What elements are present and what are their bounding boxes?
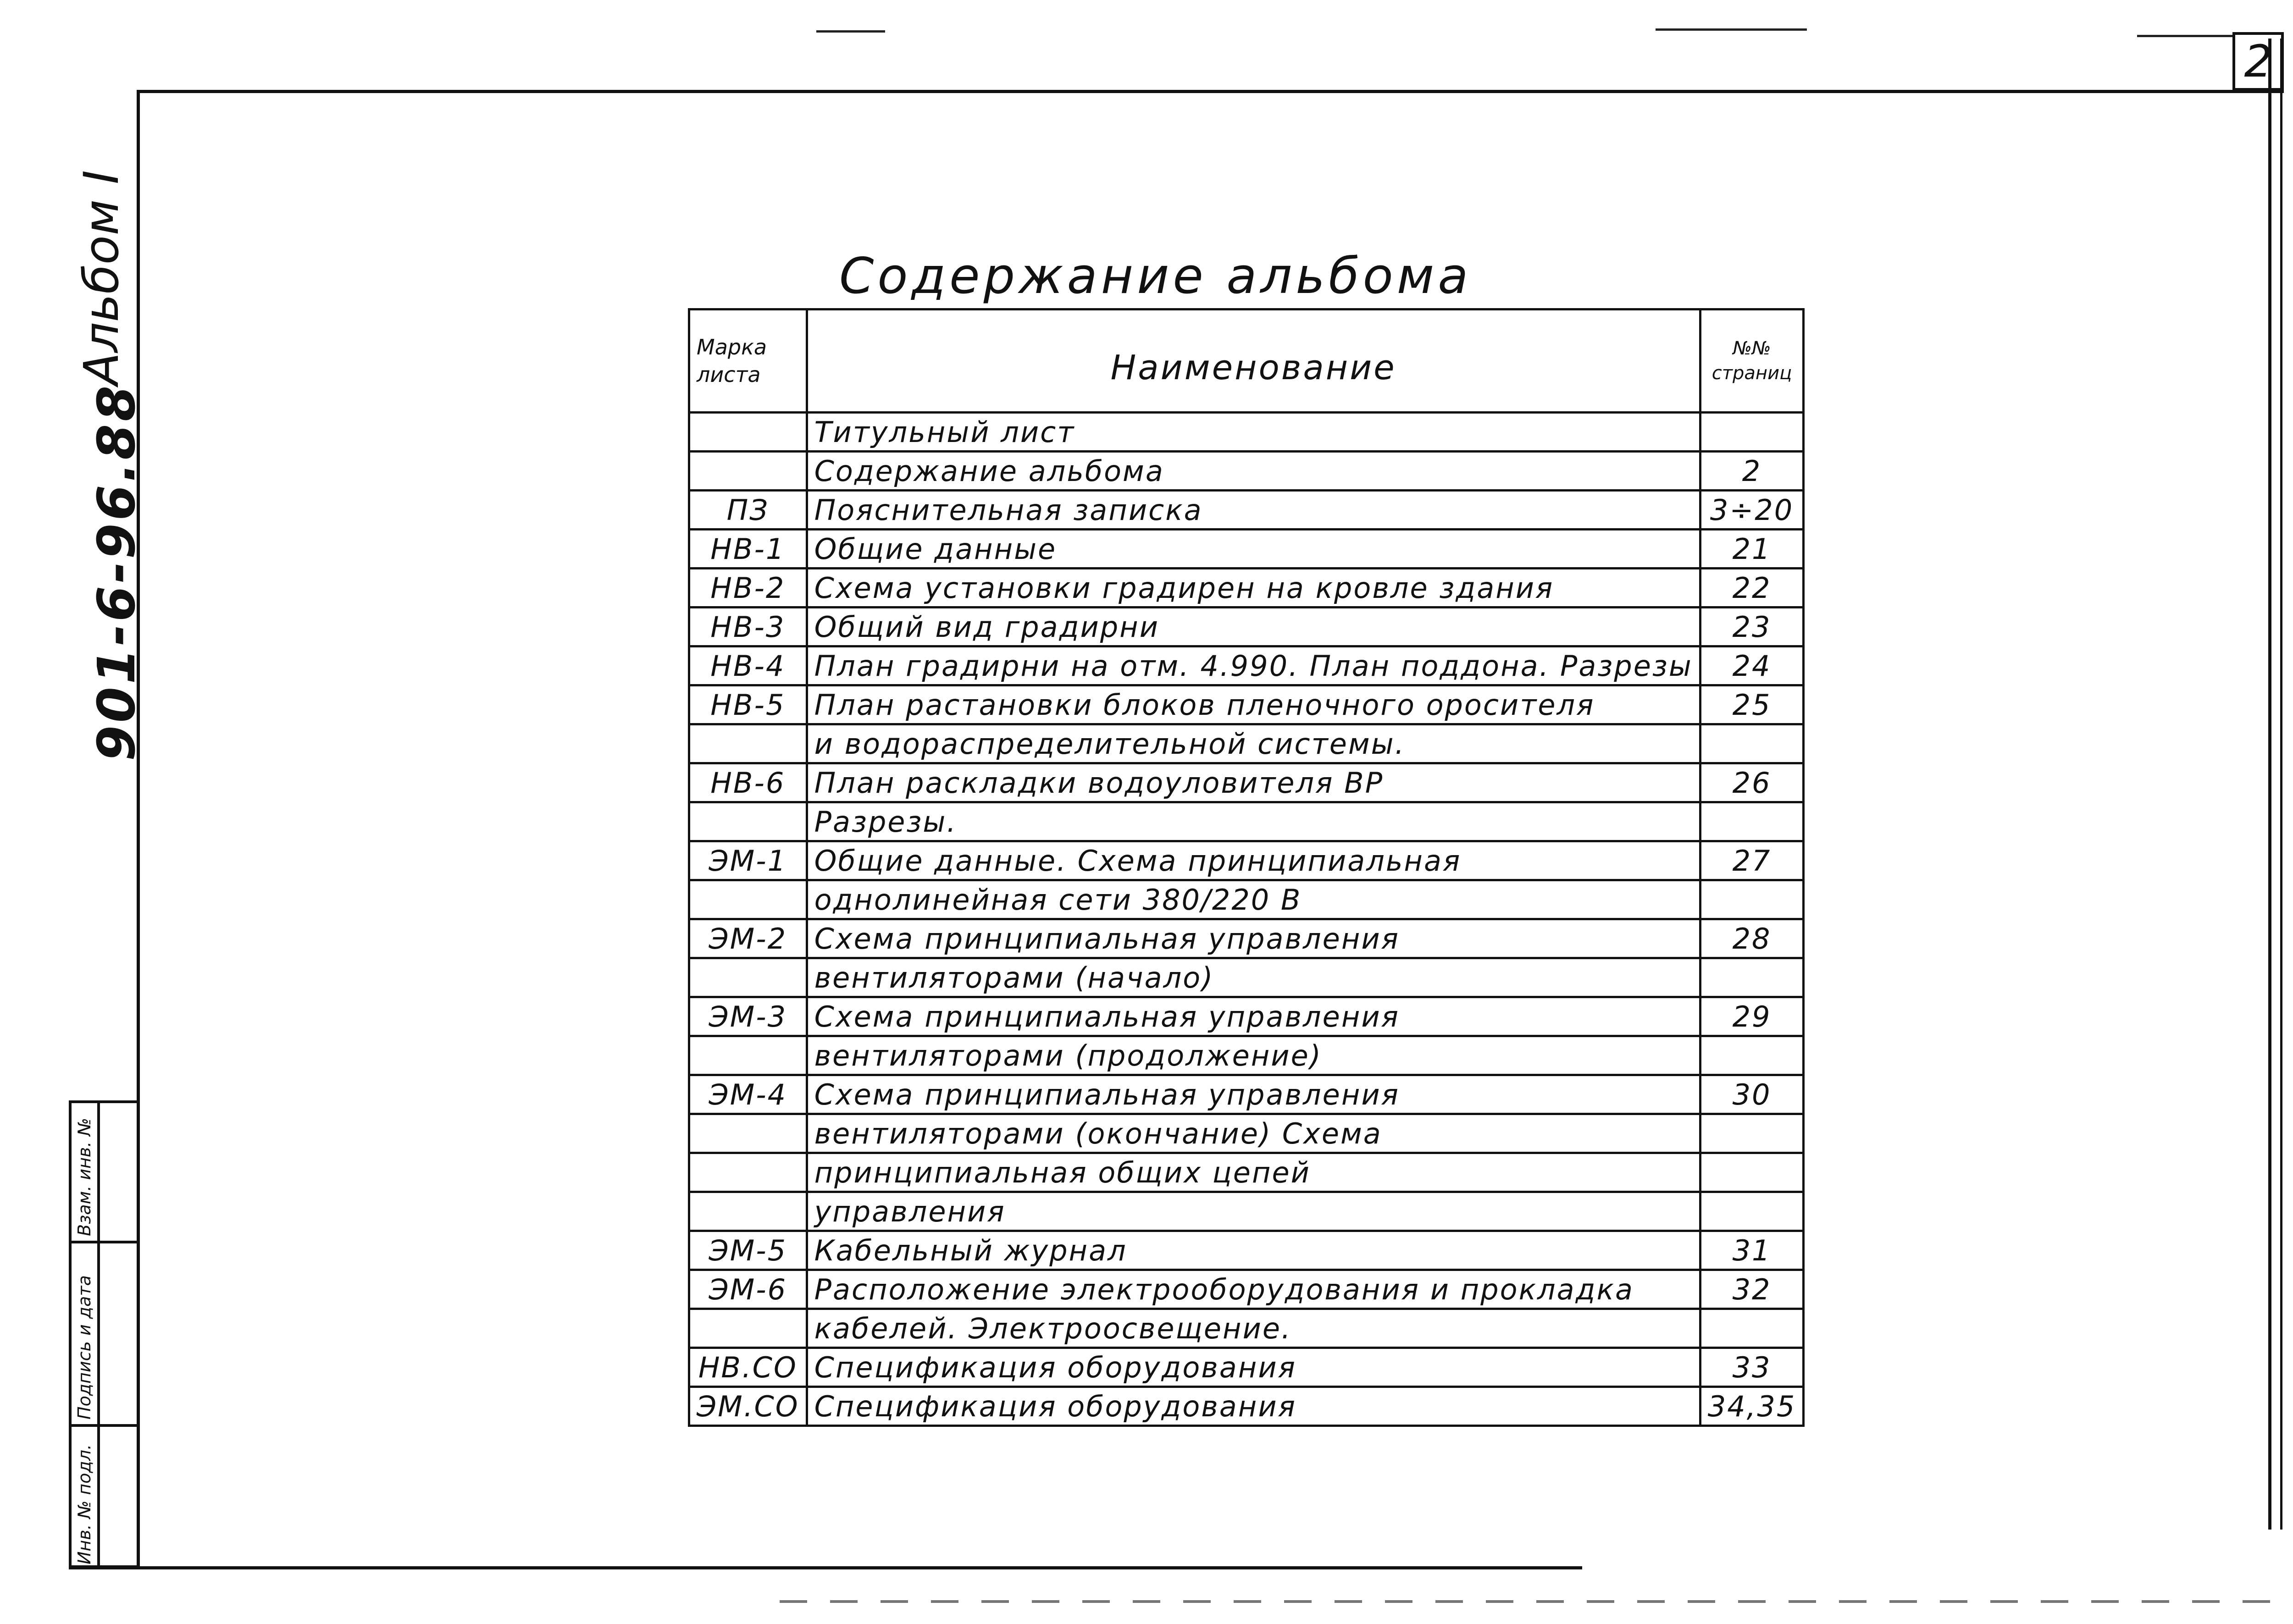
cell-name: Спецификация оборудования bbox=[807, 1387, 1700, 1426]
table-row bbox=[689, 646, 1804, 685]
cell-mark: ЭМ-2 bbox=[689, 919, 807, 958]
table-row bbox=[689, 1192, 1804, 1231]
cell-mark: ЭМ-4 bbox=[689, 1075, 807, 1114]
stamp-field-exchange: Взам. инв. № bbox=[74, 1117, 94, 1236]
album-label: Альбом I bbox=[73, 170, 129, 385]
table-header-row bbox=[689, 309, 1804, 413]
cell-page: 32 bbox=[1700, 1270, 1804, 1309]
table-row bbox=[689, 685, 1804, 724]
table-row bbox=[689, 880, 1804, 919]
cell-page bbox=[1700, 724, 1804, 763]
cell-mark: НВ-1 bbox=[689, 530, 807, 569]
cell-name: принципиальная общих цепей bbox=[807, 1153, 1700, 1192]
table-row bbox=[689, 802, 1804, 841]
cell-name: Титульный лист bbox=[807, 413, 1700, 452]
header-mark-line2: листа bbox=[697, 362, 761, 387]
cell-name: Содержание альбома bbox=[807, 452, 1700, 491]
table-row bbox=[689, 958, 1804, 997]
cell-name: управления bbox=[807, 1192, 1700, 1231]
cell-name: План раскладки водоуловителя ВР bbox=[807, 763, 1700, 802]
scan-dash bbox=[2137, 35, 2233, 37]
cell-mark bbox=[689, 413, 807, 452]
cell-name: Схема принципиальная управления bbox=[807, 919, 1700, 958]
cell-mark bbox=[689, 1114, 807, 1153]
cell-mark: ЭМ-5 bbox=[689, 1231, 807, 1270]
cell-page bbox=[1700, 1192, 1804, 1231]
table-row bbox=[689, 1348, 1804, 1387]
table-body bbox=[689, 413, 1804, 1426]
table-row bbox=[689, 1036, 1804, 1075]
cell-name: Кабельный журнал bbox=[807, 1231, 1700, 1270]
header-mark bbox=[689, 309, 807, 413]
cell-page: 3÷20 bbox=[1700, 491, 1804, 530]
cell-page bbox=[1700, 413, 1804, 452]
cell-name: Расположение электрооборудования и прокладка bbox=[807, 1270, 1700, 1309]
cell-mark bbox=[689, 802, 807, 841]
cell-page: 2 bbox=[1700, 452, 1804, 491]
cell-page bbox=[1700, 880, 1804, 919]
frame-left-border bbox=[137, 90, 140, 1569]
cell-mark: НВ-2 bbox=[689, 569, 807, 608]
table-row bbox=[689, 1270, 1804, 1309]
cell-mark: ЭМ-1 bbox=[689, 841, 807, 880]
cell-name: Общие данные bbox=[807, 530, 1700, 569]
cell-page: 24 bbox=[1700, 646, 1804, 685]
table-row bbox=[689, 1153, 1804, 1192]
table-row bbox=[689, 530, 1804, 569]
table-row bbox=[689, 491, 1804, 530]
table-row bbox=[689, 997, 1804, 1036]
header-pages-line2: страниц bbox=[1711, 363, 1792, 384]
table-row bbox=[689, 1387, 1804, 1426]
cell-name: вентиляторами (продолжение) bbox=[807, 1036, 1700, 1075]
page-title: Содержание альбома bbox=[839, 248, 1472, 305]
cell-page: 28 bbox=[1700, 919, 1804, 958]
table-row bbox=[689, 724, 1804, 763]
table-row bbox=[689, 608, 1804, 646]
cell-name: однолинейная сети 380/220 В bbox=[807, 880, 1700, 919]
table-row bbox=[689, 1114, 1804, 1153]
cell-page: 23 bbox=[1700, 608, 1804, 646]
table-row bbox=[689, 413, 1804, 452]
page-number: 2 bbox=[2244, 36, 2272, 87]
cell-name: Разрезы. bbox=[807, 802, 1700, 841]
scan-dash bbox=[816, 30, 885, 33]
cell-page: 34,35 bbox=[1700, 1387, 1804, 1426]
side-stamp bbox=[69, 1100, 137, 1568]
scan-dash bbox=[1656, 28, 1807, 31]
table-row bbox=[689, 841, 1804, 880]
table-row bbox=[689, 1309, 1804, 1348]
cell-page bbox=[1700, 1153, 1804, 1192]
stamp-divider bbox=[72, 1424, 139, 1427]
cell-name: Схема принципиальная управления bbox=[807, 1075, 1700, 1114]
cell-mark: НВ.СО bbox=[689, 1348, 807, 1387]
header-name: Наименование bbox=[807, 309, 1700, 413]
stamp-divider bbox=[72, 1241, 139, 1243]
table-row bbox=[689, 919, 1804, 958]
frame-right-border bbox=[2268, 39, 2271, 1530]
cell-name: вентиляторами (окончание) Схема bbox=[807, 1114, 1700, 1153]
cell-page: 30 bbox=[1700, 1075, 1804, 1114]
cell-mark: НВ-3 bbox=[689, 608, 807, 646]
cell-mark: НВ-5 bbox=[689, 685, 807, 724]
cell-page: 31 bbox=[1700, 1231, 1804, 1270]
scan-noise bbox=[780, 1600, 2293, 1603]
cell-name: Общий вид градирни bbox=[807, 608, 1700, 646]
stamp-field-inventory: Инв. № подл. bbox=[74, 1444, 94, 1564]
cell-page bbox=[1700, 1036, 1804, 1075]
frame-right-border-outer bbox=[2280, 39, 2282, 1530]
table-row bbox=[689, 763, 1804, 802]
cell-page bbox=[1700, 1309, 1804, 1348]
cell-page: 26 bbox=[1700, 763, 1804, 802]
cell-mark: ПЗ bbox=[689, 491, 807, 530]
cell-name: Пояснительная записка bbox=[807, 491, 1700, 530]
header-mark-line1: Марка bbox=[697, 335, 767, 359]
table-row bbox=[689, 1075, 1804, 1114]
cell-mark bbox=[689, 1309, 807, 1348]
cell-name: кабелей. Электроосвещение. bbox=[807, 1309, 1700, 1348]
cell-mark: ЭМ.СО bbox=[689, 1387, 807, 1426]
stamp-divider bbox=[97, 1103, 100, 1565]
cell-page: 27 bbox=[1700, 841, 1804, 880]
cell-page: 33 bbox=[1700, 1348, 1804, 1387]
cell-name: вентиляторами (начало) bbox=[807, 958, 1700, 997]
cell-name: Схема принципиальная управления bbox=[807, 997, 1700, 1036]
page-number-box bbox=[2232, 32, 2284, 91]
header-pages-line1: №№ bbox=[1733, 338, 1771, 359]
contents-table bbox=[688, 308, 1805, 1427]
cell-mark bbox=[689, 1192, 807, 1231]
table-row bbox=[689, 569, 1804, 608]
cell-page bbox=[1700, 1114, 1804, 1153]
frame-bottom-border bbox=[69, 1566, 1582, 1569]
cell-page bbox=[1700, 802, 1804, 841]
cell-page bbox=[1700, 958, 1804, 997]
cell-name: Схема установки градирен на кровле здания bbox=[807, 569, 1700, 608]
cell-mark: НВ-6 bbox=[689, 763, 807, 802]
cell-page: 22 bbox=[1700, 569, 1804, 608]
stamp-field-signature: Подпись и дата bbox=[74, 1275, 94, 1420]
table-row bbox=[689, 452, 1804, 491]
cell-mark: НВ-4 bbox=[689, 646, 807, 685]
cell-name: План растановки блоков пленочного оросителя bbox=[807, 685, 1700, 724]
frame-top-border bbox=[138, 90, 2284, 93]
cell-mark bbox=[689, 724, 807, 763]
cell-mark bbox=[689, 958, 807, 997]
table-row bbox=[689, 1231, 1804, 1270]
cell-mark: ЭМ-3 bbox=[689, 997, 807, 1036]
cell-page: 21 bbox=[1700, 530, 1804, 569]
cell-mark bbox=[689, 1153, 807, 1192]
header-pages bbox=[1700, 309, 1804, 413]
cell-name: План градирни на отм. 4.990. План поддона. Разрезы bbox=[807, 646, 1700, 685]
cell-mark bbox=[689, 452, 807, 491]
document-code: 901-6-96.88 bbox=[87, 383, 147, 761]
cell-mark: ЭМ-6 bbox=[689, 1270, 807, 1309]
cell-page: 25 bbox=[1700, 685, 1804, 724]
cell-page: 29 bbox=[1700, 997, 1804, 1036]
cell-mark bbox=[689, 1036, 807, 1075]
cell-mark bbox=[689, 880, 807, 919]
cell-name: Общие данные. Схема принципиальная bbox=[807, 841, 1700, 880]
cell-name: Спецификация оборудования bbox=[807, 1348, 1700, 1387]
cell-name: и водораспределительной системы. bbox=[807, 724, 1700, 763]
